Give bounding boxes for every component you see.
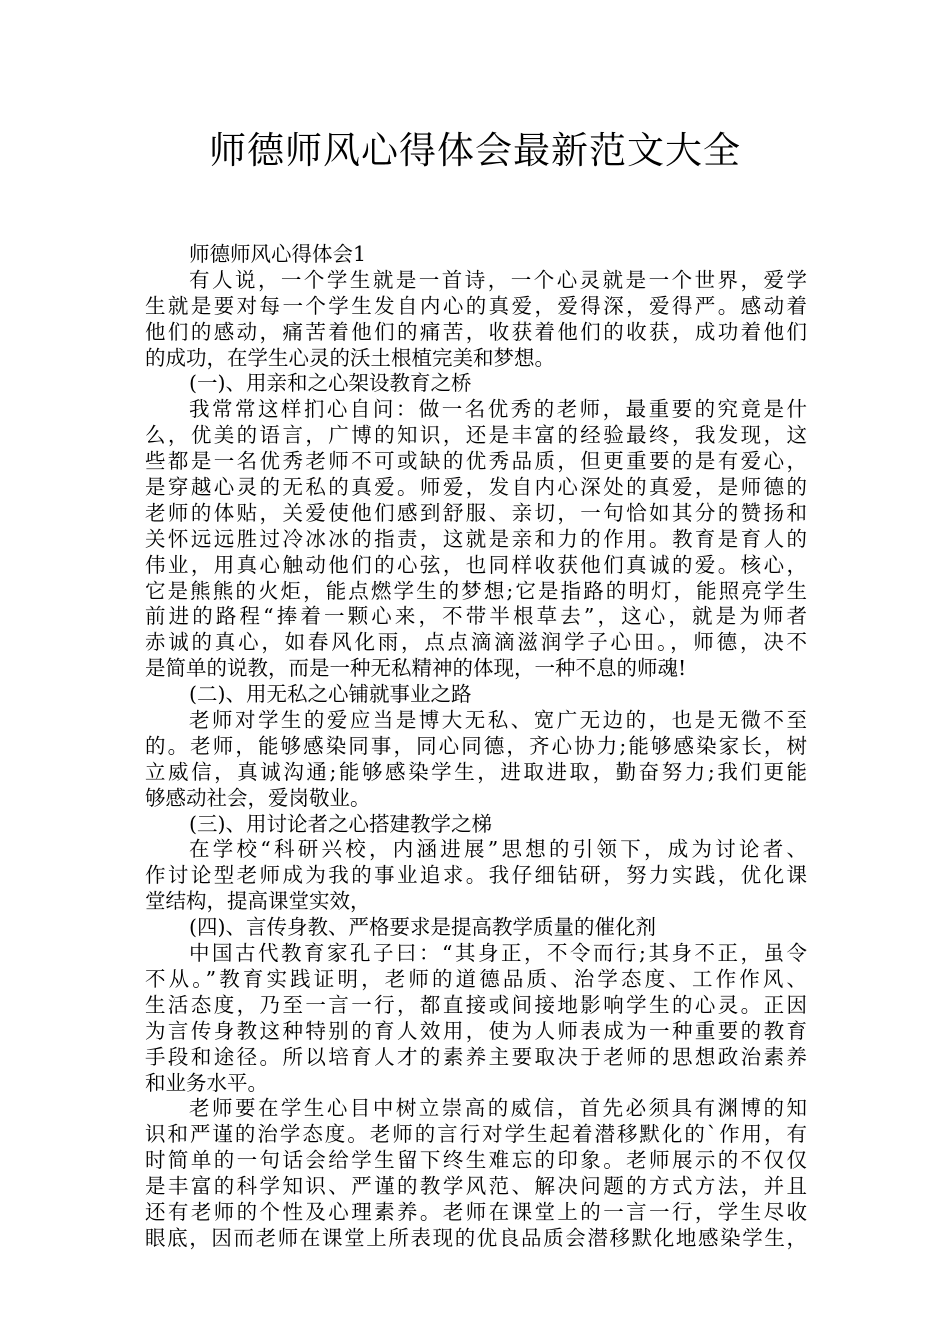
text-line: 识和严谨的治学态度。老师的言行对学生起着潜移默化的`作用，有 xyxy=(145,1122,807,1147)
text-line: 立威信，真诚沟通;能够感染学生，进取进取，勤奋努力;我们更能 xyxy=(145,759,807,784)
text-line: 老师对学生的爱应当是博大无私、宽广无边的，也是无微不至 xyxy=(189,708,807,733)
text-line: 伟业，用真心触动他们的心弦，也同样收获他们真诚的爱。核心， xyxy=(145,552,807,577)
text-line: (一)、用亲和之心架设教育之桥 xyxy=(189,371,472,396)
text-line: 老师的体贴，关爱使他们感到舒服、亲切，一句恰如其分的赞扬和 xyxy=(145,500,807,525)
text-line: 是穿越心灵的无私的真爱。师爱，发自内心深处的真爱，是师德的 xyxy=(145,475,807,500)
text-line: 为言传身教这种特别的育人效用，使为人师表成为一种重要的教育 xyxy=(145,1018,807,1043)
text-line: 前进的路程“捧着一颗心来，不带半根草去”，这心，就是为师者 xyxy=(145,604,807,629)
text-line: 些都是一名优秀老师不可或缺的优秀品质，但更重要的是有爱心， xyxy=(145,449,807,474)
text-line: (二)、用无私之心铺就事业之路 xyxy=(189,682,472,707)
text-line: 和业务水平。 xyxy=(145,1070,268,1095)
text-line: 的。老师，能够感染同事，同心同德，齐心协力;能够感染家长，树 xyxy=(145,733,807,758)
text-line: 生就是要对每一个学生发自内心的真爱，爱得深，爱得严。感动着 xyxy=(145,293,807,318)
text-line: 是简单的说教，而是一种无私精神的体现，一种不息的师魂! xyxy=(145,656,687,681)
text-line: 眼底，因而老师在课堂上所表现的优良品质会潜移默化地感染学生， xyxy=(145,1225,807,1250)
text-line: 中国古代教育家孔子曰：“其身正，不令而行;其身不正，虽令 xyxy=(189,941,807,966)
text-line: 老师要在学生心目中树立崇高的威信，首先必须具有渊博的知 xyxy=(189,1096,807,1121)
document-body xyxy=(145,242,807,1252)
text-line: 不从。”教育实践证明，老师的道德品质、治学态度、工作作风、 xyxy=(145,966,807,991)
text-line: 堂结构，提高课堂实效， xyxy=(145,889,371,914)
document-title: 师德师风心得体会最新范文大全 xyxy=(209,129,741,172)
text-line: (三)、用讨论者之心搭建教学之梯 xyxy=(189,811,492,836)
text-line: 他们的感动，痛苦着他们的痛苦，收获着他们的收获，成功着他们 xyxy=(145,319,807,344)
text-line: 生活态度，乃至一言一行，都直接或间接地影响学生的心灵。正因 xyxy=(145,992,807,1017)
text-line: 我常常这样扪心自问：做一名优秀的老师，最重要的究竟是什 xyxy=(189,397,807,422)
text-line: 有人说，一个学生就是一首诗，一个心灵就是一个世界，爱学 xyxy=(189,267,807,292)
text-line: 师德师风心得体会1 xyxy=(189,242,367,266)
text-line: 它是熊熊的火炬，能点燃学生的梦想;它是指路的明灯，能照亮学生 xyxy=(145,578,807,603)
text-line: 是丰富的科学知识、严谨的教学风范、解决问题的方式方法，并且 xyxy=(145,1174,807,1199)
text-line: 关怀远远胜过冷冰冰的指责，这就是亲和力的作用。教育是育人的 xyxy=(145,526,807,551)
text-line: 时简单的一句话会给学生留下终生难忘的印象。老师展示的不仅仅 xyxy=(145,1148,807,1173)
text-line: 的成功，在学生心灵的沃土根植完美和梦想。 xyxy=(145,345,555,370)
text-line: 够感动社会，爱岗敬业。 xyxy=(145,785,371,810)
text-line: 赤诚的真心，如春风化雨，点点滴滴滋润学子心田。，师德，决不 xyxy=(145,630,807,655)
text-line: 么，优美的语言，广博的知识，还是丰富的经验最终，我发现，这 xyxy=(145,423,807,448)
text-line: 在学校“科研兴校，内涵进展”思想的引领下，成为讨论者、 xyxy=(189,837,807,862)
text-line: 还有老师的个性及心理素养。老师在课堂上的一言一行，学生尽收 xyxy=(145,1199,807,1224)
text-line: (四)、言传身教、严格要求是提高教学质量的催化剂 xyxy=(189,915,656,940)
text-line: 手段和途径。所以培育人才的素养主要取决于老师的思想政治素养 xyxy=(145,1044,807,1069)
text-line: 作讨论型老师成为我的事业追求。我仔细钻研，努力实践，优化课 xyxy=(145,863,807,888)
